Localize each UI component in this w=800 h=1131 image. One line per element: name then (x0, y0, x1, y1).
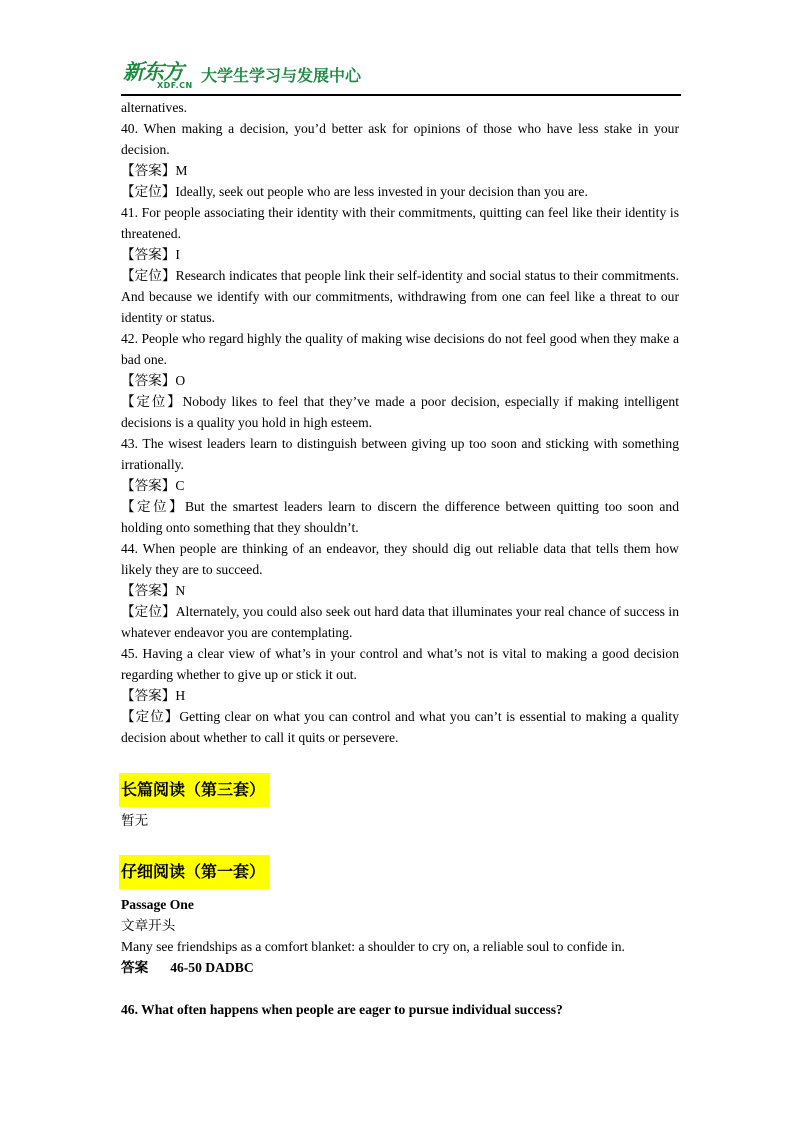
section-note: 暂无 (121, 813, 149, 828)
question-46: 46. What often happens when people are eager to pursue individual success? (121, 1002, 563, 1017)
location-42: 【定位】Nobody likes to feel that they’ve made a poor decision, especially if making intelligent decisions is a quality you hold in high esteem. (121, 394, 679, 430)
passage-opening-text: Many see friendships as a comfort blanket: a shoulder to cry on, a reliable soul to confide in. (121, 939, 625, 954)
statement-40: 40. When making a decision, you’d better ask for opinions of those who have less stake in your decision. (121, 121, 679, 157)
answer-43: 【答案】C (121, 478, 185, 493)
location-44: 【定位】Alternately, you could also seek out hard data that illuminates your real chance of success in whatever endeavor you are contemplating. (121, 604, 679, 640)
answer-44: 【答案】N (121, 583, 186, 598)
location-40: 【定位】Ideally, seek out people who are less invested in your decision than you are. (121, 184, 588, 199)
header-title: 大学生学习与发展中心 (201, 66, 362, 85)
answer-label: 答案 (121, 960, 149, 975)
answer-line (121, 957, 254, 978)
logo-en-text: XDF.CN (157, 81, 193, 90)
section-heading-long-reading-3: 长篇阅读（第三套） (119, 773, 270, 807)
statement-44: 44. When people are thinking of an endeavor, they should dig out reliable data that tells them how likely they are to succeed. (121, 541, 679, 577)
answer-42: 【答案】O (121, 373, 186, 388)
answer-45: 【答案】H (121, 688, 186, 703)
section-heading-careful-reading-1: 仔细阅读（第一套） (119, 855, 270, 889)
answer-40: 【答案】M (121, 163, 188, 178)
passage-opening-label: 文章开头 (121, 918, 176, 933)
statement-42: 42. People who regard highly the quality of making wise decisions do not feel good when they make a bad one. (121, 331, 679, 367)
location-45: 【定位】Getting clear on what you can control and what you can’t is essential to making a quality decision about whether to call it quits or persevere. (121, 709, 679, 745)
statement-41: 41. For people associating their identity with their commitments, quitting can feel like their identity is threatened. (121, 205, 679, 241)
answer-key-body (121, 97, 679, 748)
xdf-logo (121, 60, 193, 94)
passage-title: Passage One (121, 897, 194, 912)
answer-values: 46-50 DADBC (170, 960, 254, 975)
statement-43: 43. The wisest leaders learn to distinguish between giving up too soon and sticking with something irrationally. (121, 436, 679, 472)
answer-41: 【答案】I (121, 247, 180, 262)
text-line: alternatives. (121, 100, 188, 115)
header-divider (121, 94, 681, 96)
location-43: 【定位】But the smartest leaders learn to discern the difference between quitting too soon and holding onto something that they shouldn’t. (121, 499, 679, 535)
statement-45: 45. Having a clear view of what’s in your control and what’s not is vital to making a good decision regarding whether to give up or stick it out. (121, 646, 679, 682)
location-41: 【定位】Research indicates that people link their self-identity and social status to their commitments. And because we identify with our commitments, withdrawing from one can feel like a threat to our identity or status. (121, 268, 679, 325)
logo-cn-text: 新东方 (123, 60, 183, 84)
page-header (121, 58, 681, 96)
